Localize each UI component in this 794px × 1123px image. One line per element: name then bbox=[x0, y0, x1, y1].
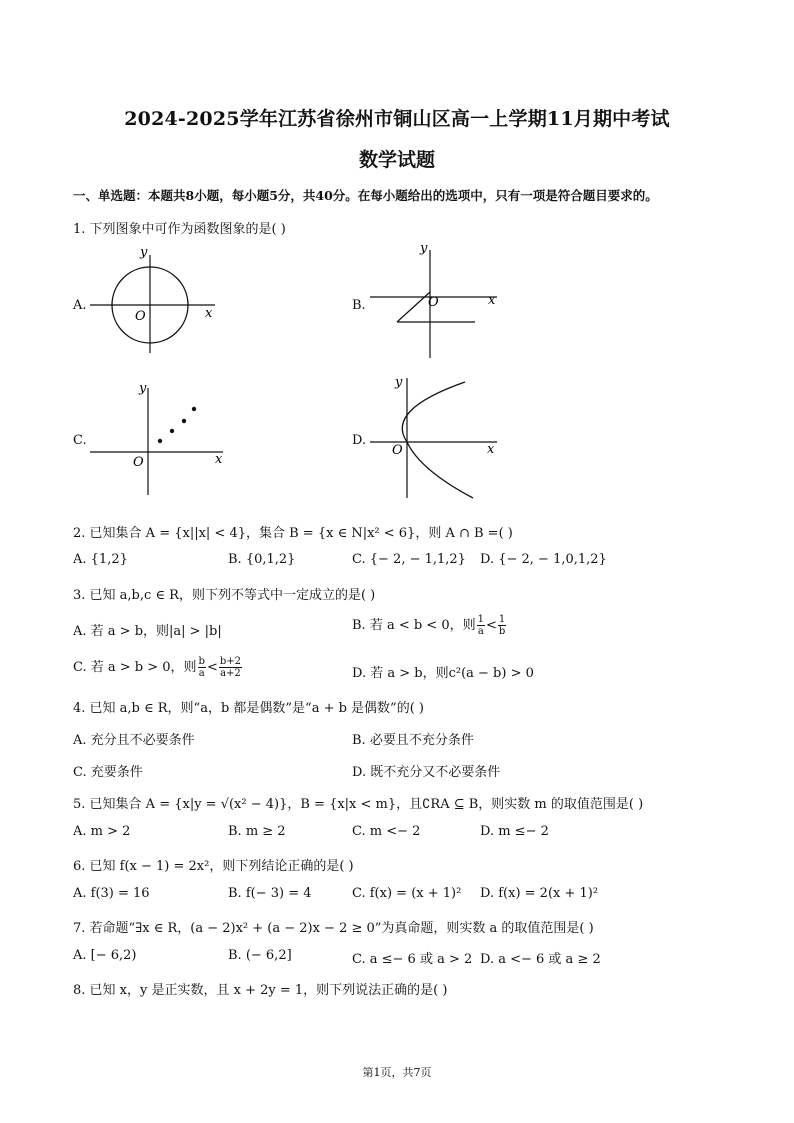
q2-option-a: A. {1,2} bbox=[73, 552, 128, 567]
question-4-stem: 4. 已知 a,b ∈ R，则“a，b 都是偶数”是“a + b 是偶数”的( ) bbox=[73, 701, 424, 716]
y-label: y bbox=[395, 375, 403, 390]
point bbox=[170, 429, 174, 433]
q1-option-c-label: C. bbox=[73, 433, 87, 448]
q6-option-b: B. f(− 3) = 4 bbox=[228, 886, 312, 901]
page-footer: 第1页，共7页 bbox=[362, 1066, 432, 1079]
q4-option-d: D. 既不充分又不必要条件 bbox=[352, 765, 501, 780]
x-label: x bbox=[205, 306, 213, 321]
q4-option-a: A. 充分且不必要条件 bbox=[73, 733, 195, 748]
q2-option-b: B. {0,1,2} bbox=[228, 552, 296, 567]
numerator: b bbox=[198, 656, 205, 667]
q1-graph-a bbox=[85, 245, 225, 355]
q4-option-c: C. 充要条件 bbox=[73, 765, 143, 780]
question-5-stem: 5. 已知集合 A = {x|y = √(x² − 4)}，B = {x|x < m}，且∁RA ⊆ B，则实数 m 的取值范围是( ) bbox=[73, 797, 644, 812]
parabola-curve bbox=[402, 382, 473, 498]
question-2-stem: 2. 已知集合 A = {x||x| < 4}，集合 B = {x ∈ N|x² < 6}，则 A ∩ B =( ) bbox=[73, 526, 513, 541]
q1-graph-d bbox=[365, 370, 505, 500]
origin-label: O bbox=[392, 443, 403, 458]
x-label: x bbox=[215, 452, 223, 467]
question-7-stem: 7. 若命题“∃x ∈ R，(a − 2)x² + (a − 2)x − 2 ≥ 0”为真命题，则实数 a 的取值范围是( ) bbox=[73, 921, 594, 936]
q3-option-c bbox=[73, 656, 243, 679]
q6-option-d: D. f(x) = 2(x + 1)² bbox=[480, 886, 599, 901]
q4-option-b: B. 必要且不充分条件 bbox=[352, 733, 474, 748]
question-8-stem: 8. 已知 x，y 是正实数，且 x + 2y = 1，则下列说法正确的是( ) bbox=[73, 983, 448, 998]
y-label: y bbox=[420, 242, 428, 256]
point bbox=[158, 439, 162, 443]
y-label: y bbox=[140, 245, 148, 260]
fraction bbox=[198, 656, 206, 679]
denominator: a bbox=[477, 626, 484, 637]
q1-option-d-label: D. bbox=[352, 433, 367, 448]
q6-option-c: C. f(x) = (x + 1)² bbox=[352, 886, 462, 901]
origin-label: O bbox=[428, 295, 439, 310]
denominator: a bbox=[198, 668, 205, 679]
q7-option-c: C. a ≤− 6 或 a > 2 bbox=[352, 952, 473, 967]
page-subtitle: 数学试题 bbox=[358, 149, 435, 171]
section-heading: 一、单选题：本题共8小题，每小题5分，共40分。在每小题给出的选项中，只有一项是符合题目要求的。 bbox=[73, 188, 658, 203]
q3-option-b-text: B. 若 a < b < 0，则 bbox=[352, 618, 476, 633]
q1-option-a-label: A. bbox=[73, 298, 87, 313]
fraction bbox=[219, 656, 242, 679]
fraction bbox=[498, 614, 506, 637]
origin-label: O bbox=[135, 309, 146, 324]
origin-label: O bbox=[133, 455, 144, 470]
q5-option-c: C. m <− 2 bbox=[352, 824, 421, 839]
numerator: b+2 bbox=[219, 656, 242, 667]
q2-option-d: D. {− 2, − 1,0,1,2} bbox=[480, 552, 607, 567]
numerator: 1 bbox=[477, 614, 484, 625]
less-than: < bbox=[206, 660, 218, 675]
page-title: 2024-2025学年江苏省徐州市铜山区高一上学期11月期中考试 bbox=[124, 108, 670, 130]
q3-option-b bbox=[352, 614, 507, 637]
q3-option-a: A. 若 a > b，则|a| > |b| bbox=[73, 624, 222, 639]
q1-graph-c bbox=[85, 380, 230, 498]
point bbox=[192, 407, 196, 411]
point bbox=[182, 419, 186, 423]
denominator: b bbox=[498, 626, 506, 637]
x-label: x bbox=[487, 442, 495, 457]
q2-option-c: C. {− 2, − 1,1,2} bbox=[352, 552, 466, 567]
q7-option-a: A. [− 6,2) bbox=[73, 948, 137, 963]
less-than: < bbox=[485, 618, 497, 633]
y-label: y bbox=[139, 381, 147, 396]
q3-option-c-text: C. 若 a > b > 0，则 bbox=[73, 660, 197, 675]
q5-option-a: A. m > 2 bbox=[73, 824, 131, 839]
q5-option-b: B. m ≥ 2 bbox=[228, 824, 286, 839]
q5-option-d: D. m ≤− 2 bbox=[480, 824, 549, 839]
question-6-stem: 6. 已知 f(x − 1) = 2x²，则下列结论正确的是( ) bbox=[73, 859, 354, 874]
numerator: 1 bbox=[498, 614, 506, 625]
question-3-stem: 3. 已知 a,b,c ∈ R，则下列不等式中一定成立的是( ) bbox=[73, 588, 376, 603]
q3-option-d: D. 若 a > b，则c²(a − b) > 0 bbox=[352, 666, 534, 681]
q7-option-d: D. a <− 6 或 a ≥ 2 bbox=[480, 952, 601, 967]
q7-option-b: B. (− 6,2] bbox=[228, 948, 292, 963]
x-label: x bbox=[488, 293, 496, 308]
q6-option-a: A. f(3) = 16 bbox=[73, 886, 150, 901]
q1-option-b-label: B. bbox=[352, 298, 366, 313]
question-1-stem: 1. 下列图象中可作为函数图象的是( ) bbox=[73, 222, 286, 237]
q1-graph-b bbox=[365, 242, 505, 360]
denominator: a+2 bbox=[220, 668, 241, 679]
fraction bbox=[477, 614, 485, 637]
